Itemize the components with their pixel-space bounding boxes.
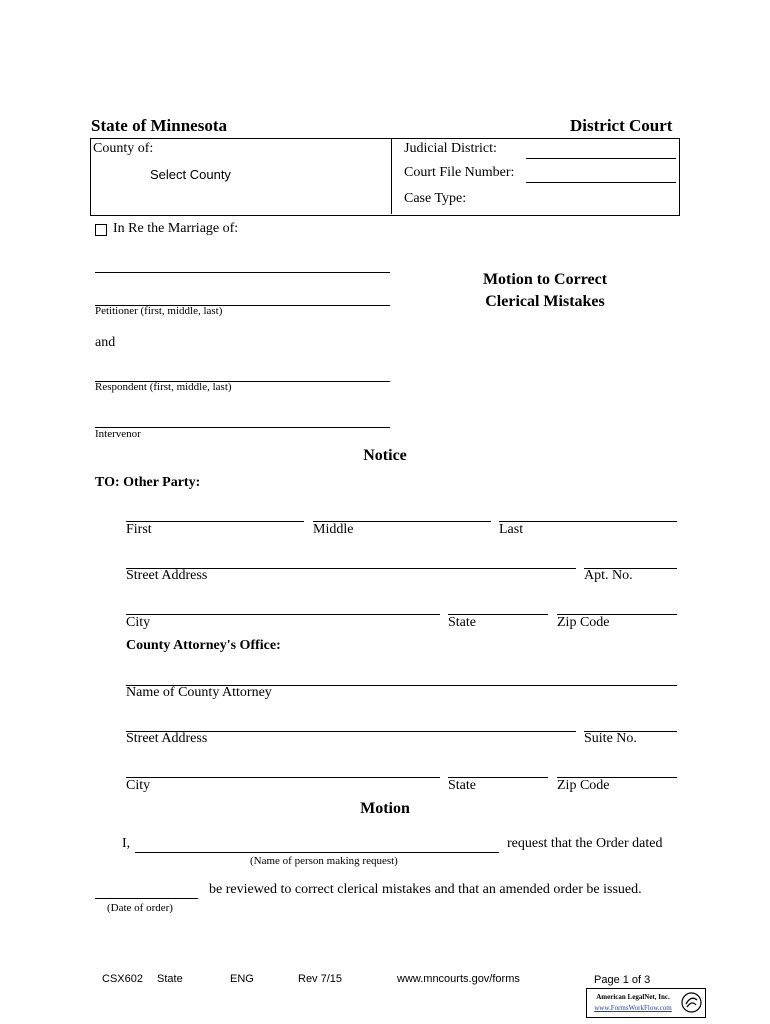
other-party-apt-field[interactable] — [584, 550, 677, 569]
publisher-name: American LegalNet, Inc. — [596, 993, 670, 1001]
publisher-link[interactable]: www.FormsWorkFlow.com — [594, 1004, 672, 1012]
other-party-first-field[interactable] — [126, 503, 304, 522]
order-date-field[interactable] — [95, 880, 198, 899]
request-text: request that the Order dated — [507, 836, 663, 851]
other-party-last-field[interactable] — [499, 503, 677, 522]
date-caption: (Date of order) — [107, 902, 173, 914]
middle-label: Middle — [313, 522, 354, 537]
last-label: Last — [499, 522, 524, 537]
county-attorney-state-field[interactable] — [448, 759, 548, 778]
respondent-name-field[interactable] — [95, 363, 390, 382]
first-label: First — [126, 522, 152, 537]
footer-state: State — [157, 973, 183, 985]
county-attorney-heading: County Attorney's Office: — [126, 638, 281, 653]
county-attorney-name-label: Name of County Attorney — [126, 685, 272, 700]
county-select[interactable]: Select County — [150, 167, 231, 182]
other-party-city-field[interactable] — [126, 596, 440, 615]
county-attorney-name-field[interactable] — [126, 667, 677, 686]
county-label: County of: — [93, 141, 154, 156]
and-label: and — [95, 335, 116, 350]
state-heading: State of Minnesota — [91, 116, 227, 135]
ca-state-label: State — [448, 778, 476, 793]
form-title-line1: Motion to Correct — [482, 271, 608, 288]
county-attorney-zip-field[interactable] — [557, 759, 677, 778]
judicial-district-field[interactable] — [526, 140, 676, 159]
review-text: be reviewed to correct clerical mistakes and that an amended order be issued. — [209, 882, 642, 897]
other-party-zip-field[interactable] — [557, 596, 677, 615]
footer-url: www.mncourts.gov/forms — [397, 973, 520, 985]
footer-language: ENG — [230, 973, 254, 985]
ca-city-label: City — [126, 778, 151, 793]
city-label: City — [126, 615, 151, 630]
footer-revision: Rev 7/15 — [298, 973, 343, 985]
state-label: State — [448, 615, 476, 630]
county-attorney-city-field[interactable] — [126, 759, 440, 778]
petitioner-name-field-1[interactable] — [95, 254, 390, 273]
ca-zip-code-label: Zip Code — [557, 778, 610, 793]
other-party-state-field[interactable] — [448, 596, 548, 615]
form-title-line2: Clerical Mistakes — [485, 293, 605, 310]
motion-heading: Motion — [360, 800, 410, 817]
in-re-label: In Re the Marriage of: — [113, 221, 239, 236]
court-file-number-field[interactable] — [526, 164, 676, 183]
county-attorney-suite-field[interactable] — [584, 713, 677, 732]
zip-code-label: Zip Code — [557, 615, 610, 630]
publisher-logo-icon — [681, 992, 702, 1013]
i-label: I, — [122, 836, 131, 851]
name-caption: (Name of person making request) — [250, 855, 398, 867]
respondent-label: Respondent (first, middle, last) — [95, 381, 232, 393]
county-attorney-street-field[interactable] — [126, 713, 576, 732]
petitioner-name-field-2[interactable] — [95, 287, 390, 306]
intervenor-name-field[interactable] — [95, 409, 390, 428]
case-type-label: Case Type: — [404, 191, 467, 206]
judicial-district-label: Judicial District: — [404, 141, 497, 156]
apt-no-label: Apt. No. — [584, 568, 633, 583]
ca-street-address-label: Street Address — [126, 731, 208, 746]
publisher-stamp — [586, 988, 706, 1018]
notice-heading: Notice — [363, 447, 407, 464]
caption-divider — [391, 138, 392, 214]
other-party-street-field[interactable] — [126, 550, 576, 569]
suite-no-label: Suite No. — [584, 731, 637, 746]
to-other-party-label: TO: Other Party: — [95, 475, 201, 490]
in-re-marriage-checkbox[interactable] — [95, 224, 107, 236]
intervenor-label: Intervenor — [95, 428, 141, 440]
street-address-label: Street Address — [126, 568, 208, 583]
other-party-middle-field[interactable] — [313, 503, 491, 522]
requester-name-field[interactable] — [135, 834, 499, 853]
court-file-number-label: Court File Number: — [404, 165, 515, 180]
footer-form-code: CSX602 — [102, 973, 143, 985]
court-heading: District Court — [570, 116, 673, 135]
footer-page: Page 1 of 3 — [594, 974, 651, 986]
petitioner-label: Petitioner (first, middle, last) — [95, 305, 223, 317]
